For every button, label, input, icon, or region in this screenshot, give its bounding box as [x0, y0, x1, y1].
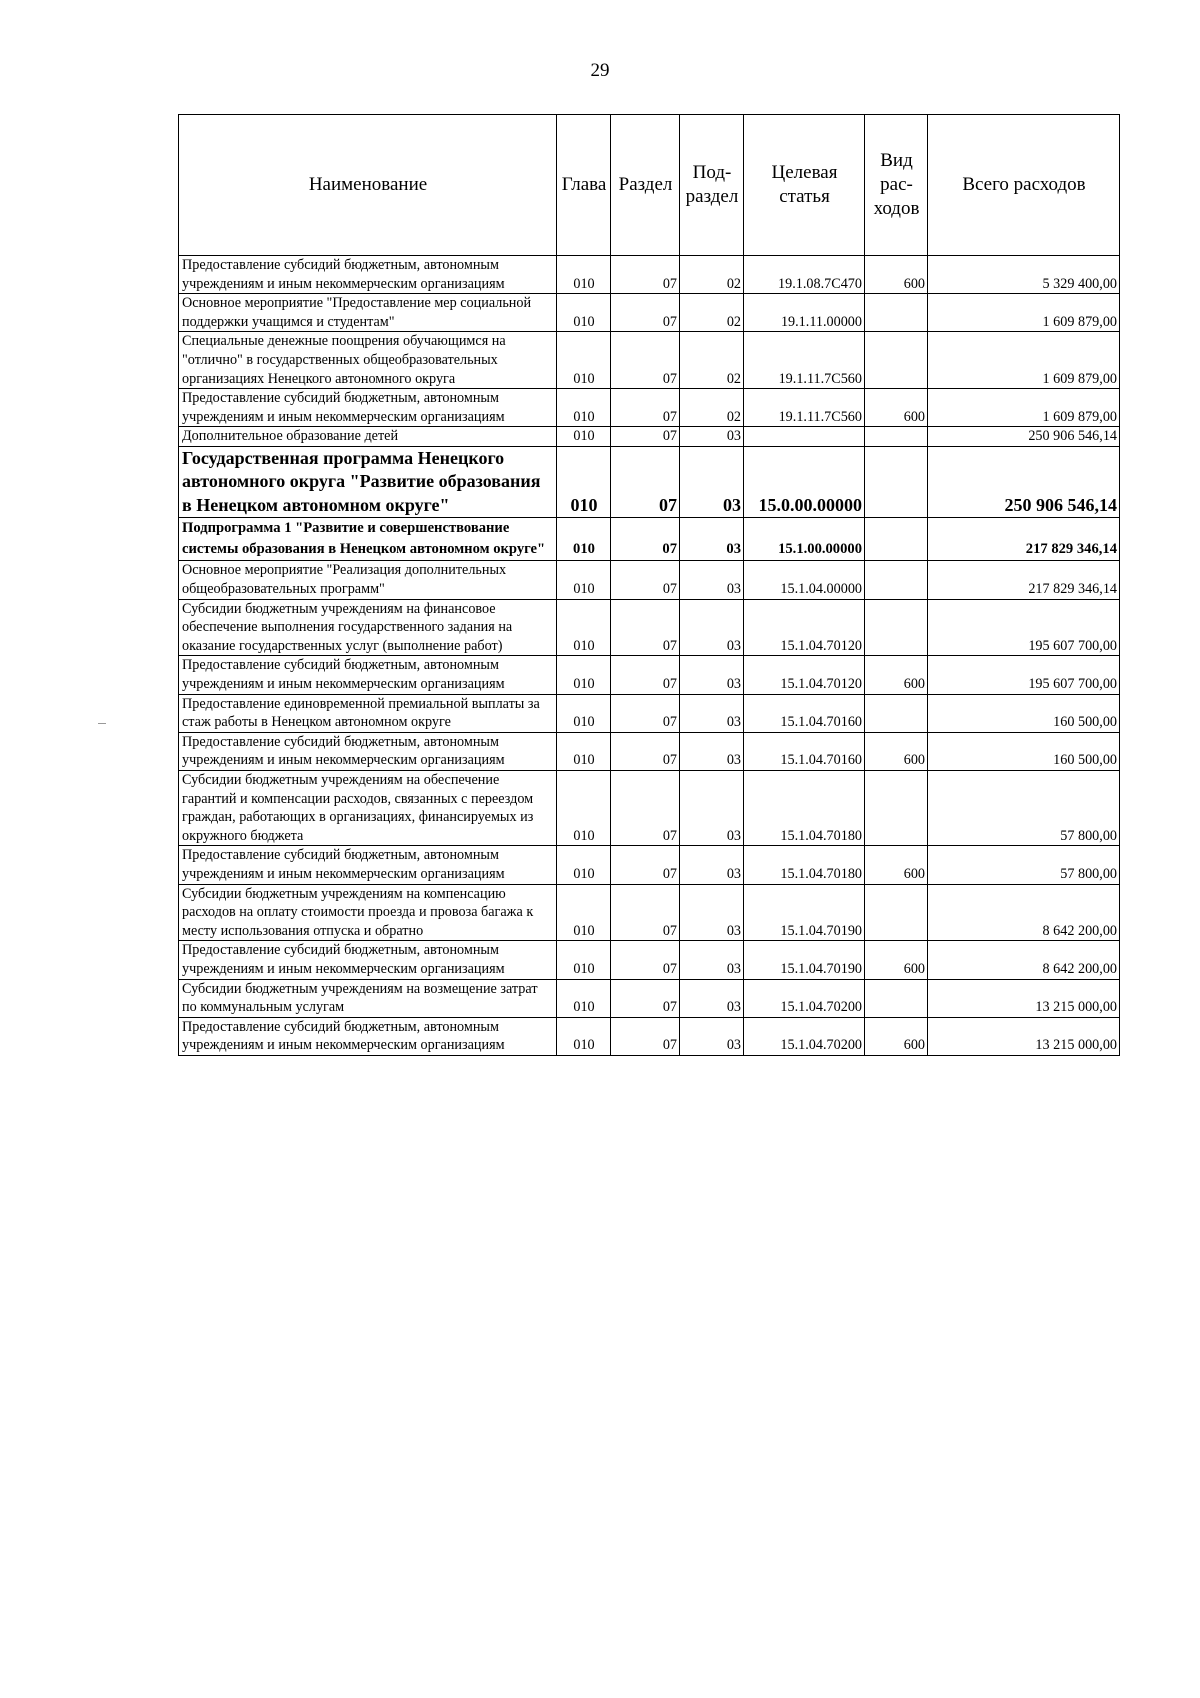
table-row: [179, 518, 1120, 561]
cell-razdel: 07: [611, 979, 680, 1017]
cell-vid: 600: [865, 846, 928, 884]
cell-podrazdel: 03: [680, 884, 744, 941]
cell-total: 5 329 400,00: [928, 256, 1120, 294]
cell-name: Субсидии бюджетным учреждениям на возмещение затрат по коммунальным услугам: [179, 979, 557, 1017]
cell-podrazdel: 03: [680, 656, 744, 694]
expenditure-table: [178, 114, 1120, 1056]
cell-razdel: 07: [611, 1017, 680, 1055]
cell-podrazdel: 03: [680, 561, 744, 599]
cell-vid: [865, 884, 928, 941]
cell-podrazdel: 03: [680, 694, 744, 732]
cell-glava: 010: [557, 427, 611, 447]
cell-name: Предоставление субсидий бюджетным, автономным учреждениям и иным некоммерческим организациям: [179, 1017, 557, 1055]
cell-target: 15.1.04.70160: [744, 732, 865, 770]
cell-glava: 010: [557, 732, 611, 770]
table-row: [179, 332, 1120, 389]
table-row: [179, 884, 1120, 941]
cell-vid: [865, 599, 928, 656]
cell-target: 15.1.04.70160: [744, 694, 865, 732]
cell-razdel: 07: [611, 656, 680, 694]
cell-razdel: 07: [611, 294, 680, 332]
header-glava: Глава: [557, 115, 611, 256]
cell-name: Субсидии бюджетным учреждениям на компенсацию расходов на оплату стоимости проезда и провоза багажа к месту использования отпуска и обратно: [179, 884, 557, 941]
cell-glava: 010: [557, 294, 611, 332]
cell-total: 160 500,00: [928, 694, 1120, 732]
page-number: 29: [590, 60, 610, 81]
cell-podrazdel: 03: [680, 979, 744, 1017]
cell-total: 57 800,00: [928, 770, 1120, 845]
cell-target: 19.1.11.7С560: [744, 332, 865, 389]
cell-razdel: 07: [611, 884, 680, 941]
cell-name: Основное мероприятие "Предоставление мер социальной поддержки учащимся и студентам": [179, 294, 557, 332]
cell-total: 195 607 700,00: [928, 656, 1120, 694]
cell-razdel: 07: [611, 561, 680, 599]
header-vid: Вид рас- ходов: [865, 115, 928, 256]
cell-total: 1 609 879,00: [928, 294, 1120, 332]
cell-target: 19.1.11.7С560: [744, 389, 865, 427]
cell-vid: 600: [865, 1017, 928, 1055]
cell-podrazdel: 02: [680, 332, 744, 389]
cell-total: 57 800,00: [928, 846, 1120, 884]
cell-total: 13 215 000,00: [928, 979, 1120, 1017]
cell-vid: [865, 294, 928, 332]
cell-total: 8 642 200,00: [928, 941, 1120, 979]
cell-target: [744, 427, 865, 447]
cell-glava: 010: [557, 599, 611, 656]
cell-target: 15.1.00.00000: [744, 518, 865, 561]
cell-podrazdel: 03: [680, 846, 744, 884]
cell-name: Подпрограмма 1 "Развитие и совершенствование системы образования в Ненецком автономном округе": [179, 518, 557, 561]
cell-vid: 600: [865, 941, 928, 979]
cell-target: 15.1.04.70120: [744, 656, 865, 694]
header-podrazdel: Под- раздел: [680, 115, 744, 256]
table-row: [179, 446, 1120, 518]
cell-razdel: 07: [611, 694, 680, 732]
table-row: [179, 389, 1120, 427]
cell-podrazdel: 03: [680, 427, 744, 447]
cell-vid: 600: [865, 656, 928, 694]
cell-razdel: 07: [611, 846, 680, 884]
cell-glava: 010: [557, 846, 611, 884]
header-target: Целевая статья: [744, 115, 865, 256]
header-razdel: Раздел: [611, 115, 680, 256]
cell-podrazdel: 03: [680, 941, 744, 979]
cell-razdel: 07: [611, 770, 680, 845]
cell-total: 217 829 346,14: [928, 561, 1120, 599]
cell-name: Государственная программа Ненецкого автономного округа "Развитие образования в Ненецком автономном округе": [179, 446, 557, 518]
table-row: [179, 1017, 1120, 1055]
cell-vid: 600: [865, 732, 928, 770]
cell-glava: 010: [557, 941, 611, 979]
cell-name: Предоставление субсидий бюджетным, автономным учреждениям и иным некоммерческим организациям: [179, 846, 557, 884]
cell-target: 15.1.04.70120: [744, 599, 865, 656]
cell-podrazdel: 02: [680, 294, 744, 332]
table-row: [179, 256, 1120, 294]
cell-podrazdel: 03: [680, 732, 744, 770]
table-row: [179, 770, 1120, 845]
cell-razdel: 07: [611, 427, 680, 447]
cell-total: 195 607 700,00: [928, 599, 1120, 656]
cell-vid: 600: [865, 389, 928, 427]
cell-name: Специальные денежные поощрения обучающимся на "отлично" в государственных общеобразовательных организациях Ненецкого автономного округа: [179, 332, 557, 389]
cell-glava: 010: [557, 770, 611, 845]
cell-total: 8 642 200,00: [928, 884, 1120, 941]
cell-vid: [865, 446, 928, 518]
cell-vid: [865, 694, 928, 732]
table-row: [179, 732, 1120, 770]
cell-target: 15.1.04.70190: [744, 941, 865, 979]
cell-glava: 010: [557, 694, 611, 732]
table-row: [179, 656, 1120, 694]
cell-glava: 010: [557, 656, 611, 694]
cell-glava: 010: [557, 332, 611, 389]
cell-glava: 010: [557, 979, 611, 1017]
cell-target: 15.1.04.70180: [744, 846, 865, 884]
cell-target: 15.1.04.00000: [744, 561, 865, 599]
cell-glava: 010: [557, 446, 611, 518]
cell-total: 217 829 346,14: [928, 518, 1120, 561]
cell-name: Субсидии бюджетным учреждениям на финансовое обеспечение выполнения государственного задания на оказание государственных услуг (выполнение работ): [179, 599, 557, 656]
cell-name: Предоставление субсидий бюджетным, автономным учреждениям и иным некоммерческим организациям: [179, 732, 557, 770]
cell-podrazdel: 03: [680, 446, 744, 518]
table-row: [179, 941, 1120, 979]
table-row: [179, 427, 1120, 447]
cell-podrazdel: 02: [680, 389, 744, 427]
cell-razdel: 07: [611, 256, 680, 294]
cell-target: 15.1.04.70190: [744, 884, 865, 941]
cell-razdel: 07: [611, 599, 680, 656]
table-row: [179, 846, 1120, 884]
table-row: [179, 979, 1120, 1017]
cell-vid: [865, 427, 928, 447]
cell-name: Основное мероприятие "Реализация дополнительных общеобразовательных программ": [179, 561, 557, 599]
table-row: [179, 694, 1120, 732]
table-row: [179, 599, 1120, 656]
cell-podrazdel: 03: [680, 770, 744, 845]
cell-target: 15.0.00.00000: [744, 446, 865, 518]
cell-total: 13 215 000,00: [928, 1017, 1120, 1055]
cell-glava: 010: [557, 256, 611, 294]
cell-target: 19.1.08.7С470: [744, 256, 865, 294]
cell-razdel: 07: [611, 941, 680, 979]
cell-target: 15.1.04.70200: [744, 1017, 865, 1055]
header-total: Всего расходов: [928, 115, 1120, 256]
cell-vid: [865, 518, 928, 561]
cell-total: 250 906 546,14: [928, 446, 1120, 518]
cell-podrazdel: 03: [680, 599, 744, 656]
cell-target: 15.1.04.70200: [744, 979, 865, 1017]
cell-name: Предоставление субсидий бюджетным, автономным учреждениям и иным некоммерческим организациям: [179, 256, 557, 294]
cell-razdel: 07: [611, 732, 680, 770]
header-name: Наименование: [179, 115, 557, 256]
cell-name: Предоставление субсидий бюджетным, автономным учреждениям и иным некоммерческим организациям: [179, 941, 557, 979]
cell-total: 1 609 879,00: [928, 389, 1120, 427]
cell-razdel: 07: [611, 332, 680, 389]
cell-name: Субсидии бюджетным учреждениям на обеспечение гарантий и компенсации расходов, связанных с переездом граждан, работающих в организациях, финансируемых из окружного бюджета: [179, 770, 557, 845]
table-row: [179, 294, 1120, 332]
cell-name: Предоставление единовременной премиальной выплаты за стаж работы в Ненецком автономном округе: [179, 694, 557, 732]
cell-glava: 010: [557, 389, 611, 427]
cell-total: 1 609 879,00: [928, 332, 1120, 389]
cell-glava: 010: [557, 884, 611, 941]
cell-total: 160 500,00: [928, 732, 1120, 770]
cell-glava: 010: [557, 561, 611, 599]
scan-mark: [98, 723, 106, 724]
cell-name: Предоставление субсидий бюджетным, автономным учреждениям и иным некоммерческим организациям: [179, 389, 557, 427]
cell-target: 15.1.04.70180: [744, 770, 865, 845]
cell-vid: [865, 332, 928, 389]
cell-vid: [865, 561, 928, 599]
cell-total: 250 906 546,14: [928, 427, 1120, 447]
cell-razdel: 07: [611, 389, 680, 427]
table-row: [179, 561, 1120, 599]
cell-podrazdel: 02: [680, 256, 744, 294]
cell-target: 19.1.11.00000: [744, 294, 865, 332]
cell-glava: 010: [557, 518, 611, 561]
cell-vid: [865, 770, 928, 845]
cell-vid: 600: [865, 256, 928, 294]
cell-razdel: 07: [611, 446, 680, 518]
cell-razdel: 07: [611, 518, 680, 561]
cell-podrazdel: 03: [680, 1017, 744, 1055]
cell-name: Дополнительное образование детей: [179, 427, 557, 447]
cell-name: Предоставление субсидий бюджетным, автономным учреждениям и иным некоммерческим организациям: [179, 656, 557, 694]
cell-glava: 010: [557, 1017, 611, 1055]
cell-vid: [865, 979, 928, 1017]
cell-podrazdel: 03: [680, 518, 744, 561]
table-header-row: [179, 115, 1120, 256]
